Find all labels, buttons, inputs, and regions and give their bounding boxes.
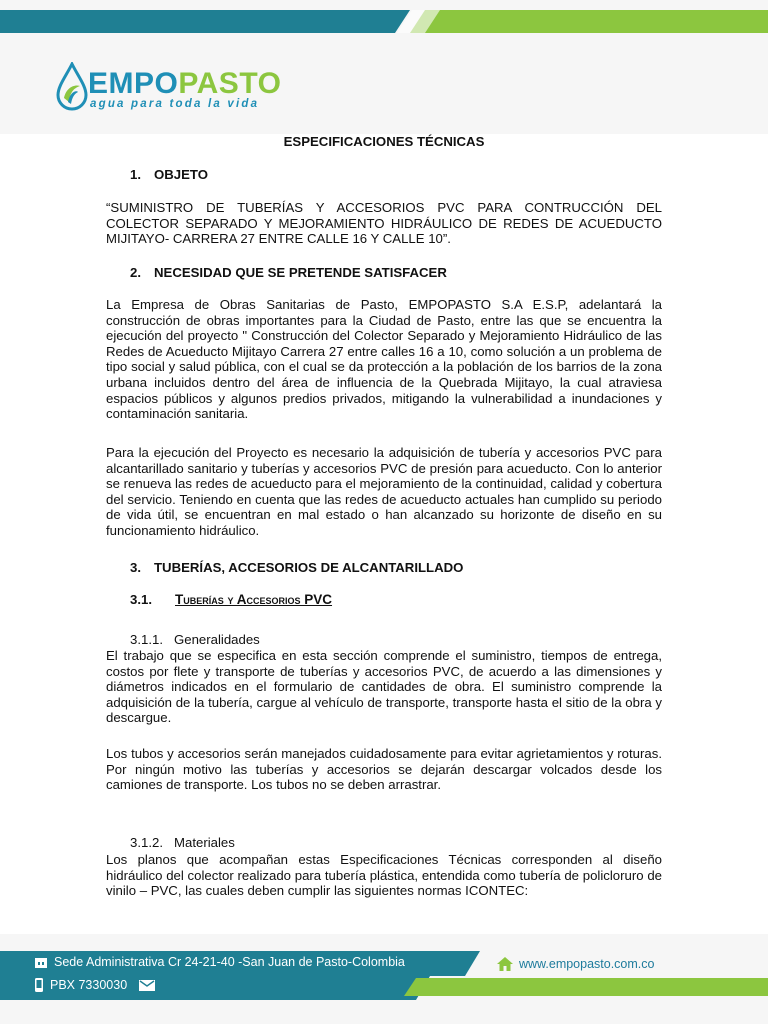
empopasto-logo — [56, 62, 296, 114]
envelope-icon — [139, 980, 155, 991]
section-3-1-heading — [130, 592, 332, 608]
section-3-1-1-paragraph-2: Los tubos y accesorios serán manejados cuidadosamente para evitar agrietamientos y roturas. Por ningún motivo las tuberías y accesorios se dejarán descargar volcados desde los camiones de transporte. Los tubos no se deben arrastrar. — [106, 746, 662, 793]
section-number: 1. — [130, 167, 141, 182]
logo-empo: EMPO — [88, 67, 179, 100]
section-2-paragraph-2: Para la ejecución del Proyecto es necesario la adquisición de tubería y accesorios PVC para alcantarillado sanitario y tuberías y accesorios PVC de presión para acueducto. Con lo anterior se renueva las redes de acueducto para el mejoramiento de la continuidad, calidad y cobertura del servicio. Teniendo en cuenta que las redes de acueducto actuales han cumplido su periodo de vida útil, se encuentran en mal estado o han alcanzado su horizonte de diseño en su funcionamiento hidráulico. — [106, 445, 662, 538]
header-stripe — [0, 0, 768, 36]
section-title: Generalidades — [174, 632, 260, 647]
footer-phone: PBX 7330030 — [50, 978, 128, 992]
section-title: Tuberías y Accesorios PVC — [175, 592, 333, 607]
section-3-heading — [130, 560, 463, 576]
footer-phone-line — [34, 978, 155, 992]
header-band — [0, 0, 768, 134]
section-title: OBJETO — [154, 167, 208, 182]
section-1-heading — [130, 167, 208, 183]
logo-pasto: PASTO — [178, 67, 282, 100]
section-number: 3.1.2. — [130, 835, 163, 850]
section-number: 3.1. — [130, 592, 152, 607]
section-title: TUBERÍAS, ACCESORIOS DE ALCANTARILLADO — [154, 560, 464, 575]
document-title: ESPECIFICACIONES TÉCNICAS — [283, 134, 485, 149]
section-title: Materiales — [174, 835, 235, 850]
footer — [0, 934, 768, 1024]
section-3-1-1-paragraph-1: El trabajo que se especifica en esta sección comprende el suministro, tiempos de entrega, costos por flete y transporte de tuberías y accesorios PVC, de acuerdo a las dimensiones y diámetros indicados en el formulario de cantidades de obra. El suministro comprende la adquisición de la tubería, cargue al vehículo de transporte, transporte hasta el sitio de la obra y descargue. — [106, 648, 662, 726]
section-number: 3.1.1. — [130, 632, 163, 647]
footer-address: Sede Administrativa Cr 24-21-40 -San Juan de Pasto-Colombia — [54, 955, 405, 969]
logo-tagline: agua para toda la vida — [90, 98, 260, 110]
section-number: 2. — [130, 265, 141, 280]
phone-icon — [34, 978, 44, 992]
home-icon — [497, 957, 513, 971]
building-icon — [34, 956, 48, 968]
footer-address-line — [34, 955, 405, 969]
section-3-1-1-heading — [130, 632, 260, 648]
section-title: NECESIDAD QUE SE PRETENDE SATISFACER — [154, 265, 447, 280]
section-3-1-2-heading — [130, 835, 235, 851]
section-3-1-2-paragraph-1: Los planos que acompañan estas Especificaciones Técnicas corresponden al diseño hidráulico del colector realizado para tubería plástica, entendida como tubería de policloruro de vinilo – PVC, las cuales deben cumplir las siguientes normas ICONTEC: — [106, 852, 662, 899]
logo-wordmark — [88, 68, 281, 100]
section-1-text: “SUMINISTRO DE TUBERÍAS Y ACCESORIOS PVC PARA CONTRUCCIÓN DEL COLECTOR SEPARADO Y MEJORAMIENTO HIDRÁULICO DE REDES DE ACUEDUCTO MIJITAYO- CARRERA 27 ENTRE CALLE 16 Y CALLE 10”. — [106, 200, 662, 247]
section-2-paragraph-1: La Empresa de Obras Sanitarias de Pasto, EMPOPASTO S.A E.S.P, adelantará la construcción de obras importantes para la Ciudad de Pasto, entre las que se encuentra la ejecución del proyecto " Construcción del Colector Separado y Mejoramiento Hidráulico de las Redes de Acueducto Mijitayo Carrera 27 entre calles 16 a 10, como solución a un problema de tipo social y salud pública, con el cual se da protección a la población de los barrios de la zona urbana incluidos dentro del área de influencia de la Quebrada Mijitayo, la cual atraviesa espacios públicos y algunos predios privados, mitigando la vulnerabilidad a inundaciones y contaminación sanitaria. — [106, 297, 662, 422]
footer-website[interactable]: www.empopasto.com.co — [519, 957, 655, 971]
section-number: 3. — [130, 560, 141, 575]
section-2-heading — [130, 265, 447, 281]
footer-website-line — [497, 957, 654, 971]
water-drop-icon — [56, 62, 88, 114]
